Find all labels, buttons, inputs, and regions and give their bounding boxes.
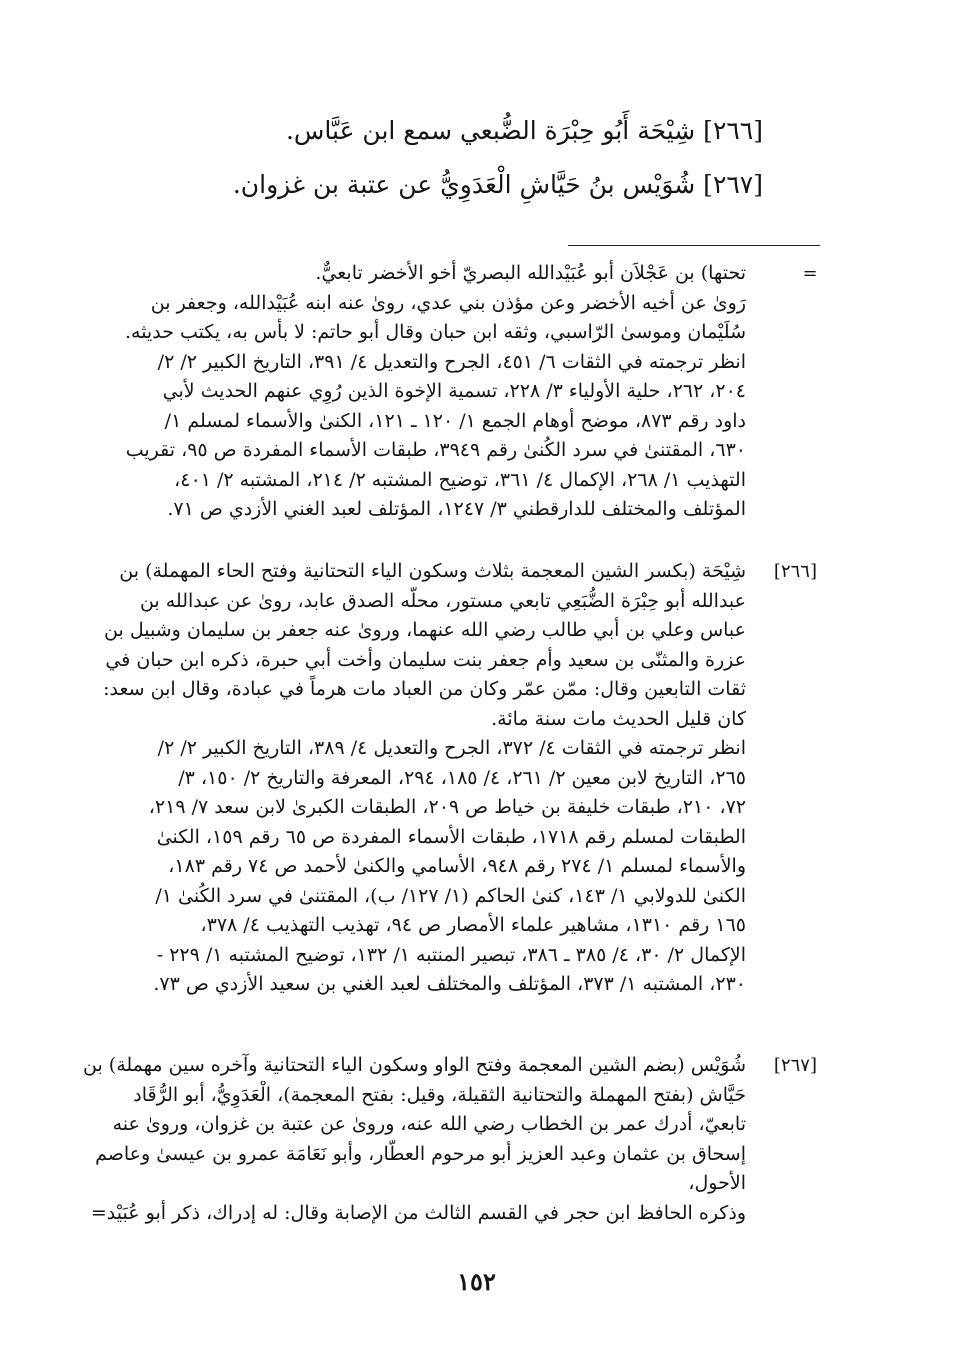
footnote-line: عبدالله أبو حِبْرَة الضُّبَعِي تابعي مستور، محلّه الصدق عابد، روىٰ عن عبدالله بن — [139, 589, 746, 612]
footnote-267 — [70, 1051, 746, 1228]
footnote-line: ٢٠٤، ٢٦٢، حلية الأولياء ٣/ ٢٢٨، تسمية الإخوة الذين رُوِي عنهم الحديث لأبي — [162, 380, 746, 402]
footnote-line: عزرة والمثنّى بن سعيد وأم جعفر بنت سليمان وأخت أبي حبرة، ذكره ابن حبان في — [105, 648, 746, 671]
footnote-line: ثقات التابعين وقال: ممّن عمّر وكان من العباد مات هرماً في عبادة، وقال ابن سعد: — [103, 678, 746, 700]
footnote-line: التهذيب ١/ ٢٦٨، الإكمال ٤/ ٣٦١، توضيح المشتبه ٢/ ٢١٤، المشتبه ٢/ ٤٠١، — [174, 468, 746, 491]
footnote-line: وذكره الحافظ ابن حجر في القسم الثالث من الإصابة وقال: له إدراك، ذكر أبو عُبَيْد= — [90, 1201, 746, 1224]
footnote-line: ١٦٥ رقم ١٣١٠، مشاهير علماء الأمصار ص ٩٤، تهذيب التهذيب ٤/ ٣٧٨، — [200, 914, 746, 936]
footnote-line: ٢٦٥، التاريخ لابن معين ٢/ ٢٦١، ٤/ ١٨٥، ٢٩٤، المعرفة والتاريخ ٢/ ١٥٠، ٣/ — [178, 766, 746, 789]
footnote-line: المؤتلف والمختلف للدارقطني ٣/ ١٢٤٧، المؤتلف لعبد الغني الأزدي ص ٧١. — [167, 498, 746, 520]
footnote-line: تحتها) بن عَجْلاَن أبو عُبَيْدالله البصريّ أخو الأخضر تابعيٌّ. — [315, 262, 746, 284]
entry-267: [٢٦٧] شُوَيْس بنُ حَيَّاشِ الْعَدَوِيُّ عن عتبة بن غزوان. — [232, 170, 763, 199]
footnote-number-267: [٢٦٧] — [773, 1055, 817, 1076]
footnote-number-266: [٢٦٦] — [773, 561, 817, 582]
footnote-separator — [568, 245, 820, 246]
footnote-line: كان قليل الحديث مات سنة مائة. — [491, 707, 746, 730]
footnote-line: تابعيّ، أدرك عمر بن الخطاب رضي الله عنه، وروىٰ عن عتبة بن غزوان، وروىٰ عنه — [112, 1113, 746, 1135]
footnote-line: انظر ترجمته في الثقات ٤/ ٣٧٢، الجرح والتعديل ٤/ ٣٨٩، التاريخ الكبير ٢/ ٢/ — [157, 737, 746, 759]
footnote-line: شِيْحَة (بكسر الشين المعجمة بثلاث وسكون الياء التحتانية وفتح الحاء المهملة) بن — [119, 560, 746, 582]
footnote-line: شُوَيْس (بضم الشين المعجمة وفتح الواو وسكون الياء التحتانية وآخره سين مهملة) بن — [83, 1054, 746, 1076]
footnote-line: انظر ترجمته في الثقات ٦/ ٤٥١، الجرح والتعديل ٤/ ٣٩١، التاريخ الكبير ٢/ ٢/ — [157, 350, 746, 373]
footnote-line: سُلَيْمان وموسىٰ الرّاسبي، وثقه ابن حبان وقال أبو حاتم: لا بأس به، يكتب حديثه. — [124, 321, 746, 343]
footnote-line: الإكمال ٢/ ٣٠، ٤/ ٣٨٥ ـ ٣٨٦، تبصير المنتبه ١/ ١٣٢، توضيح المشتبه ١/ ٢٢٩ - — [156, 943, 746, 966]
footnote-line: ٢٣٠، المشتبه ١/ ٣٧٣، المؤتلف والمختلف لعبد الغني بن سعيد الأزدي ص ٧٣. — [153, 973, 746, 995]
page-number: ١٥٢ — [457, 1267, 496, 1296]
footnote-line: داود رقم ٨٧٣، موضح أوهام الجمع ١/ ١٢٠ ـ ١٢١، الكنىٰ والأسماء لمسلم ١/ — [164, 409, 746, 432]
footnote-line: الطبقات لمسلم رقم ١٧١٨، طبقات الأسماء المفردة ص ٦٥ رقم ١٥٩، الكنىٰ — [156, 825, 746, 848]
footnote-continuation — [70, 259, 746, 525]
footnote-line: والأسماء لمسلم ١/ ٢٧٤ رقم ٩٤٨، الأسامي والكنىٰ لأحمد ص ٧٤ رقم ١٨٣، — [168, 855, 746, 877]
footnote-line: عباس وعلي بن أبي طالب رضي الله عنهما، وروىٰ عنه جعفر بن سليمان وشبيل بن — [104, 619, 746, 641]
footnote-line: الكنىٰ للدولابي ١/ ١٤٣، كنىٰ الحاكم (١/ ١٢٧/ ب)، المقتنىٰ في سرد الكُنىٰ ١/ — [155, 884, 746, 907]
footnote-line: رَوىٰ عن أخيه الأخضر وعن مؤذن بني عدي، روىٰ عنه ابنه عُبَيْدالله، وجعفر بن — [150, 291, 746, 314]
footnote-line: حَيَّاش (بفتح المهملة والتحتانية الثقيلة، وقيل: بفتح المعجمة)، الْعَدَوِيُّ، أبو الرُّقَاد — [133, 1083, 746, 1106]
continuation-marker: = — [802, 263, 818, 284]
footnote-line: الأحول، — [688, 1172, 746, 1194]
entry-266: [٢٦٦] شِيْحَة أَبُو حِبْرَة الضُّبعي سمع ابن عَبَّاس. — [285, 116, 763, 145]
footnote-line: ٧٢، ٢١٠، طبقات خليفة بن خياط ص ٢٠٩، الطبقات الكبرىٰ لابن سعد ٧/ ٢١٩، — [148, 796, 746, 818]
footnote-line: إسحاق بن عثمان وعبد العزيز أبو مرحوم العطّار، وأبو نَعَامَة عمرو بن عيسىٰ وعاصم — [95, 1142, 746, 1165]
footnote-line: ٦٣٠، المقتنىٰ في سرد الكُنىٰ رقم ٣٩٤٩، طبقات الأسماء المفردة ص ٩٥، تقريب — [125, 439, 746, 461]
footnote-266 — [70, 557, 746, 1000]
